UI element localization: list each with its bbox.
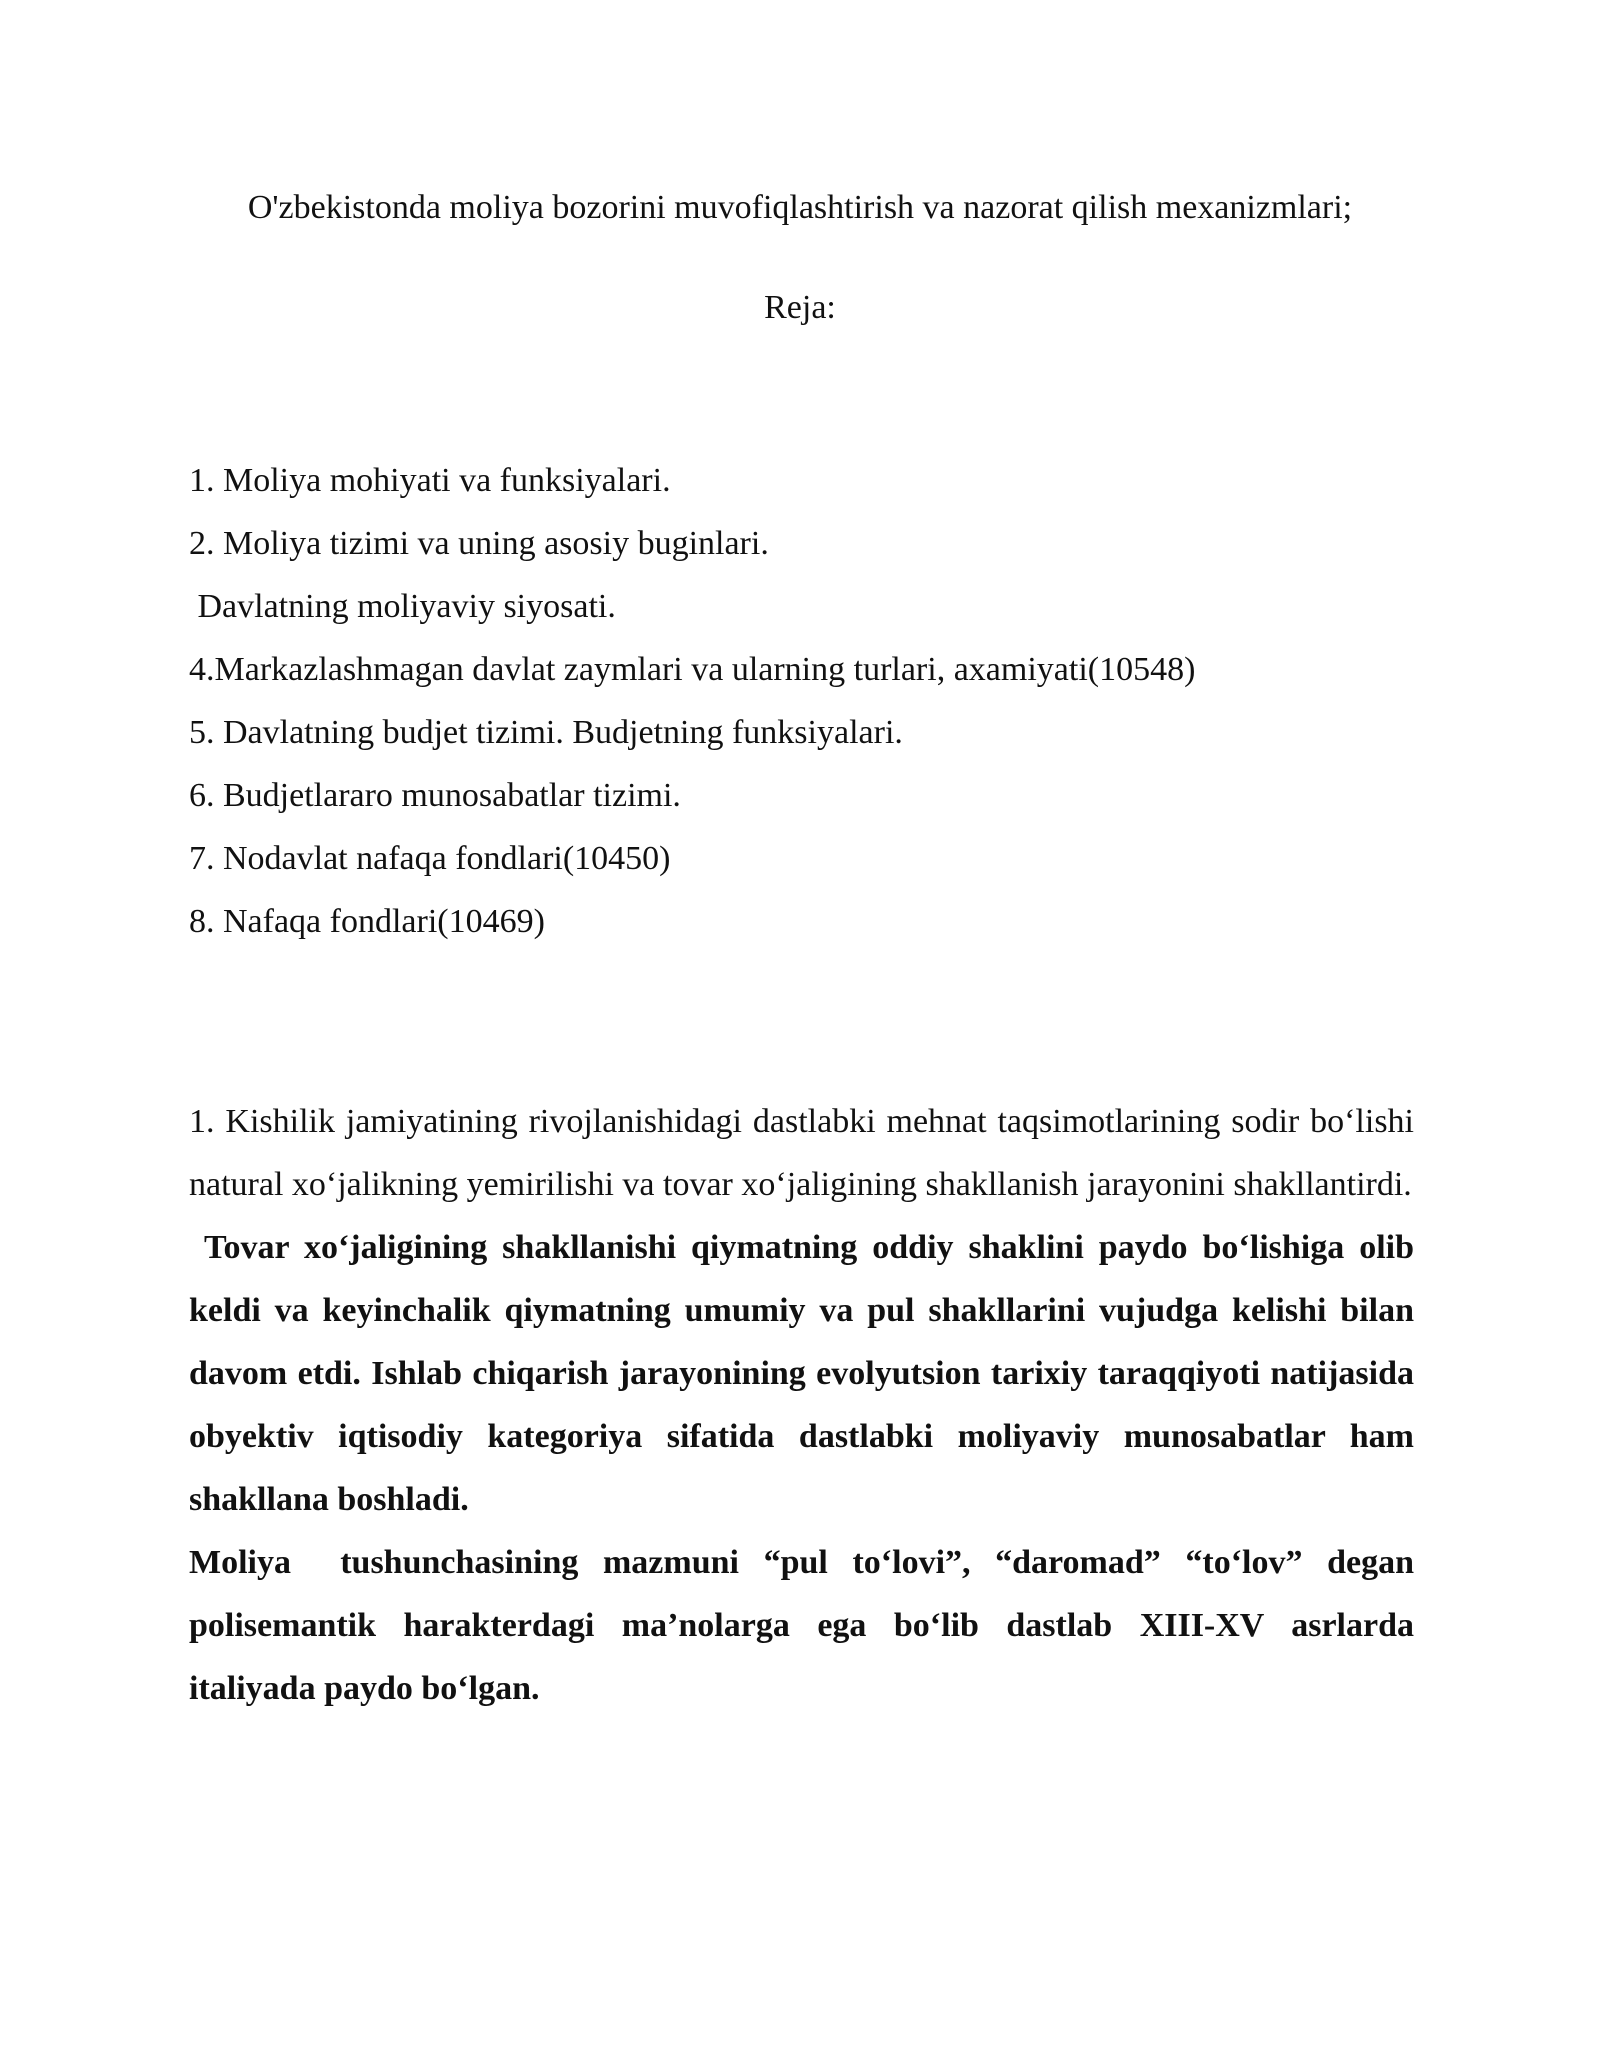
plan-item: 6. Budjetlararo munosabatlar tizimi.: [189, 777, 681, 814]
plan-item: 1. Moliya mohiyati va funksiyalari.: [189, 462, 671, 499]
paragraph-intro: 1. Kishilik jamiyatining rivojlanishidagi dastlabki mehnat taqsimotlarining sodir bo‘lishi natural xo‘jalikning yemirilishi va tovar xo‘jaligining shakllanish jarayonini shakllantirdi.: [189, 1103, 1414, 1203]
body-text: [189, 1090, 1423, 1720]
plan-item: Davlatning moliyaviy siyosati.: [189, 588, 616, 625]
plan-item: 7. Nodavlat nafaqa fondlari(10450): [189, 840, 671, 877]
plan-item: 8. Nafaqa fondlari(10469): [189, 903, 545, 940]
plan-item: 2. Moliya tizimi va uning asosiy buginlari.: [189, 525, 769, 562]
plan-item: 4.Markazlashmagan davlat zaymlari va ularning turlari, axamiyati(10548): [189, 651, 1196, 688]
paragraph-bold-2: Moliya tushunchasining mazmuni “pul to‘lovi”, “daromad” “to‘lov” degan polisemantik harakterdagi ma’nolarga ega bo‘lib dastlab XIII-XV asrlarda italiyada paydo bo‘lgan.: [189, 1544, 1423, 1707]
document-title: O'zbekistonda moliya bozorini muvofiqlashtirish va nazorat qilish mexanizmlari;: [247, 189, 1353, 226]
paragraph-bold-1: Tovar xo‘jaligining shakllanishi qiymatning oddiy shaklini paydo bo‘lishiga olib keldi va keyinchalik qiymatning umumiy va pul shakllarini vujudga kelishi bilan davom etdi. Ishlab chiqarish jarayonining evolyutsion tarixiy taraqqiyoti natijasida obyektiv iqtisodiy kategoriya sifatida dastlabki moliyaviy munosabatlar ham shakllana boshladi.: [189, 1229, 1423, 1518]
plan-heading: Reja:: [764, 289, 836, 326]
plan-item: 5. Davlatning budjet tizimi. Budjetning funksiyalari.: [189, 714, 903, 751]
plan-list: [189, 458, 1419, 962]
